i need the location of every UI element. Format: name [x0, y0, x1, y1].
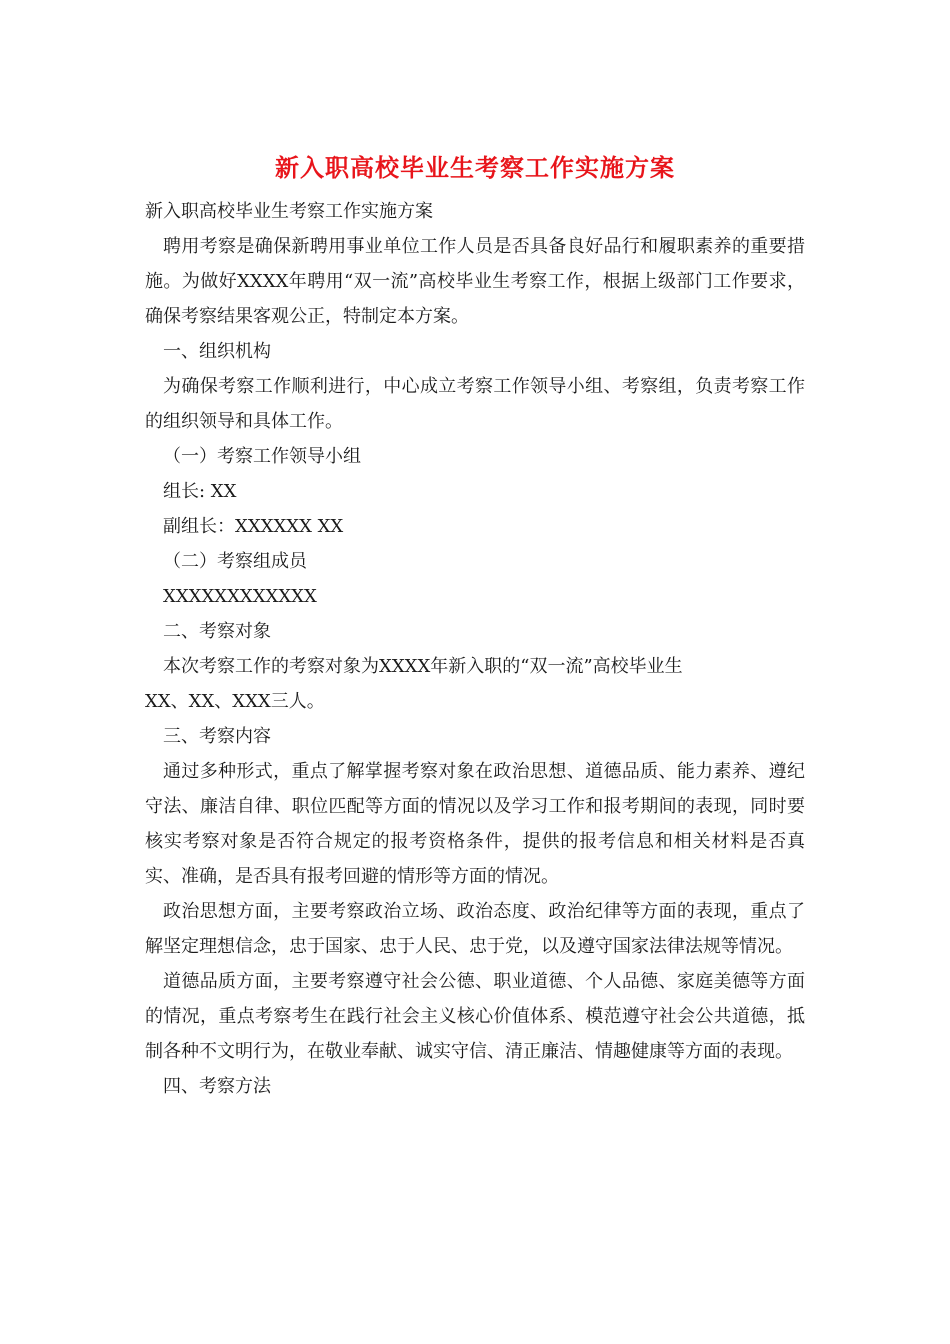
subsection-heading-leadership: （一）考察工作领导小组 [163, 446, 361, 467]
deputy-leader-line: 副组长：XXXXXX XX [163, 516, 344, 537]
subtitle-paragraph: 新入职高校毕业生考察工作实施方案 [145, 201, 433, 222]
section-heading-organization: 一、组织机构 [163, 341, 271, 362]
document-body [145, 194, 805, 1104]
section-heading-methods: 四、考察方法 [163, 1076, 271, 1097]
targets-names-line: XX、XX、XXX三人。 [145, 691, 325, 712]
political-paragraph: 政治思想方面，主要考察政治立场、政治态度、政治纪律等方面的表现，重点了解坚定理想信念，忠于国家、忠于人民、忠于党，以及遵守国家法律法规等情况。 [145, 901, 805, 957]
section-heading-targets: 二、考察对象 [163, 621, 271, 642]
members-line: XXXXXXXXXXXX [163, 586, 317, 607]
document-title: 新入职高校毕业生考察工作实施方案 [275, 153, 675, 182]
subsection-heading-members: （二）考察组成员 [163, 551, 307, 572]
organization-paragraph: 为确保考察工作顺利进行，中心成立考察工作领导小组、考察组，负责考察工作的组织领导和具体工作。 [145, 376, 805, 432]
targets-paragraph: 本次考察工作的考察对象为XXXX年新入职的“双一流”高校毕业生 [163, 656, 683, 677]
leader-line: 组长: XX [163, 481, 237, 502]
content-paragraph: 通过多种形式，重点了解掌握考察对象在政治思想、道德品质、能力素养、遵纪守法、廉洁自律、职位匹配等方面的情况以及学习工作和报考期间的表现，同时要核实考察对象是否符合规定的报考资格条件，提供的报考信息和相关材料是否真实、准确，是否具有报考回避的情形等方面的情况。 [145, 761, 805, 887]
moral-paragraph: 道德品质方面，主要考察遵守社会公德、职业道德、个人品德、家庭美德等方面的情况，重点考察考生在践行社会主义核心价值体系、模范遵守社会公共道德，抵制各种不文明行为，在敬业奉献、诚实守信、清正廉洁、情趣健康等方面的表现。 [145, 971, 805, 1062]
section-heading-content: 三、考察内容 [163, 726, 271, 747]
intro-paragraph: 聘用考察是确保新聘用事业单位工作人员是否具备良好品行和履职素养的重要措施。为做好XXXX年聘用“双一流”高校毕业生考察工作，根据上级部门工作要求，确保考察结果客观公正，特制定本方案。 [145, 236, 805, 327]
